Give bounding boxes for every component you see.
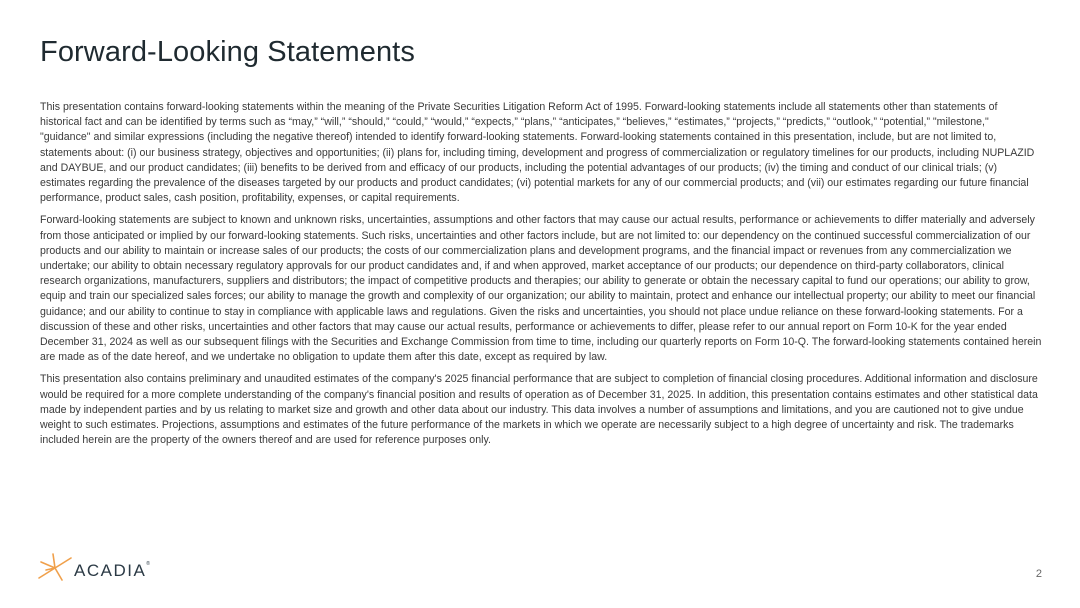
logo-wordmark: ACADIA®: [74, 561, 152, 580]
starburst-icon: [38, 553, 72, 583]
company-logo: [38, 553, 151, 583]
paragraph-preliminary-estimates: This presentation also contains preliminary and unaudited estimates of the company's 2025 financial performance that are subject to completion of financial closing procedures. Additional information and disclosure would be required for a more complete understanding of the company's financial position and results of operation as of December 31, 2025. In addition, this presentation contains estimates and other statistical data made by independent parties and by us relating to market size and growth and other data about our industry. This data involves a number of assumptions and limitations, and you are cautioned not to give undue weight to such estimates. Projections, assumptions and estimates of the future performance of the markets in which we operate are necessarily subject to a high degree of uncertainty and risk. The trademarks included herein are the property of the owners thereof and are used for reference purposes only.: [40, 373, 1038, 447]
paragraph-forward-looking-definition: This presentation contains forward-looking statements within the meaning of the Private Securities Litigation Reform Act of 1995. Forward-looking statements include all statements other than statements of historical fact and can be identified by terms such as “may,” “will,” “should,” “could,” “would,” “expects,” “plans,” “anticipates,” “believes,” “estimates,” “projects,” “predicts,” “outlook,” “potential,” "milestone," "guidance" and similar expressions (including the negative thereof) intended to identify forward-looking statements. Forward-looking statements contained in this presentation, include, but are not limited to, statements about: (i) our business strategy, objectives and opportunities; (ii) plans for, including timing, development and progress of commercialization or regulatory timelines for our products, including NUPLAZID and DAYBUE, and our product candidates; (iii) benefits to be derived from and efficacy of our products, including the potential advantages of our products; (iv) the timing and conduct of our clinical trials; (v) estimates regarding the prevalence of the diseases targeted by our products and product candidates; (vi) potential markets for any of our commercial products; and (vii) our estimates regarding our future financial performance, product sales, cash position, profitability, expenses, or capital requirements.: [40, 101, 1035, 205]
disclaimer-body: [40, 100, 1042, 455]
paragraph-risks: Forward-looking statements are subject to known and unknown risks, uncertainties, assumptions and other factors that may cause our actual results, performance or achievements to differ materially and adversely from those anticipated or implied by our forward-looking statements. Such risks, uncertainties and other factors include, but are not limited to: our dependency on the continued successful commercialization of our products and our ability to maintain or increase sales of our products; the costs of our commercialization plans and development programs, and the financial impact or revenues from any commercialization we undertake; our ability to obtain necessary regulatory approvals for our product candidates and, if and when approved, market acceptance of our products; our dependence on third-party collaborators, clinical research organizations, manufacturers, suppliers and distributors; the impact of competitive products and therapies; our ability to generate or obtain the necessary capital to fund our operations; our ability to grow, equip and train our specialized sales forces; our ability to manage the growth and complexity of our organization; our ability to maintain, protect and enhance our intellectual property; our ability to meet our financial guidance; and our ability to continue to stay in compliance with applicable laws and regulations. Given the risks and uncertainties, you should not place undue reliance on these forward-looking statements. For a discussion of these and other risks, uncertainties and other factors that may cause our actual results, performance or achievements to differ, please refer to our annual report on Form 10-K for the year ended December 31, 2024 as well as our subsequent filings with the Securities and Exchange Commission from time to time, including our quarterly reports on Form 10-Q. The forward-looking statements contained herein are made as of the date hereof, and we undertake no obligation to update them after this date, except as required by law.: [40, 214, 1042, 364]
page-title: Forward-Looking Statements: [40, 36, 415, 68]
page-number: 2: [1035, 568, 1042, 580]
